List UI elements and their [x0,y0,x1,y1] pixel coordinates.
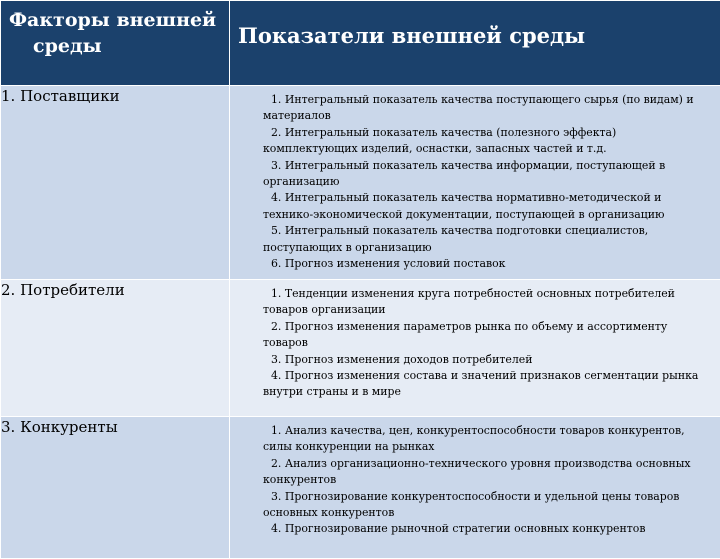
list-item: 4. Интегральный показатель качества нормативно-методической и технико-экономической документации, поступающей в организацию [238,190,712,223]
header-factors-line1: Факторы внешней [9,9,216,31]
table-row [1,86,720,280]
list-item: 3. Интегральный показатель качества информации, поступающей в организацию [238,158,712,191]
list-item: 2. Анализ организационно-технического уровня производства основных конкурентов [238,456,712,489]
factor-cell: 2. Потребители [1,280,230,417]
header-indicators: Показатели внешней среды [230,1,720,86]
list-item: 3. Прогнозирование конкурентоспособности и удельной цены товаров основных конкурентов [238,489,712,522]
indicator-list [230,280,720,401]
indicators-cell [230,86,720,280]
header-factors-line2: среды [9,33,223,59]
factor-cell: 1. Поставщики [1,86,230,280]
header-factors [1,1,230,86]
indicators-cell [230,417,720,559]
indicators-cell [230,280,720,417]
list-item: 4. Прогноз изменения состава и значений признаков сегментации рынка внутри страны и в мире [238,368,712,401]
factor-cell: 3. Конкуренты [1,417,230,559]
table-row [1,280,720,417]
list-item: 1. Интегральный показатель качества поступающего сырья (по видам) и материалов [238,92,712,125]
indicator-list [230,86,720,272]
list-item: 5. Интегральный показатель качества подготовки специалистов, поступающих в организацию [238,223,712,256]
list-item: 2. Прогноз изменения параметров рынка по объему и ассортименту товаров [238,319,712,352]
list-item: 1. Анализ качества, цен, конкурентоспособности товаров конкурентов, силы конкуренции на рынках [238,423,712,456]
list-item: 1. Тенденции изменения круга потребностей основных потребителей товаров организации [238,286,712,319]
list-item: 6. Прогноз изменения условий поставок [238,256,712,272]
header-row [1,1,720,86]
table-row [1,417,720,559]
list-item: 4. Прогнозирование рыночной стратегии основных конкурентов [238,521,712,537]
indicator-list [230,417,720,538]
list-item: 3. Прогноз изменения доходов потребителей [238,352,712,368]
list-item: 2. Интегральный показатель качества (полезного эффекта) комплектующих изделий, оснастки, запасных частей и т.д. [238,125,712,158]
